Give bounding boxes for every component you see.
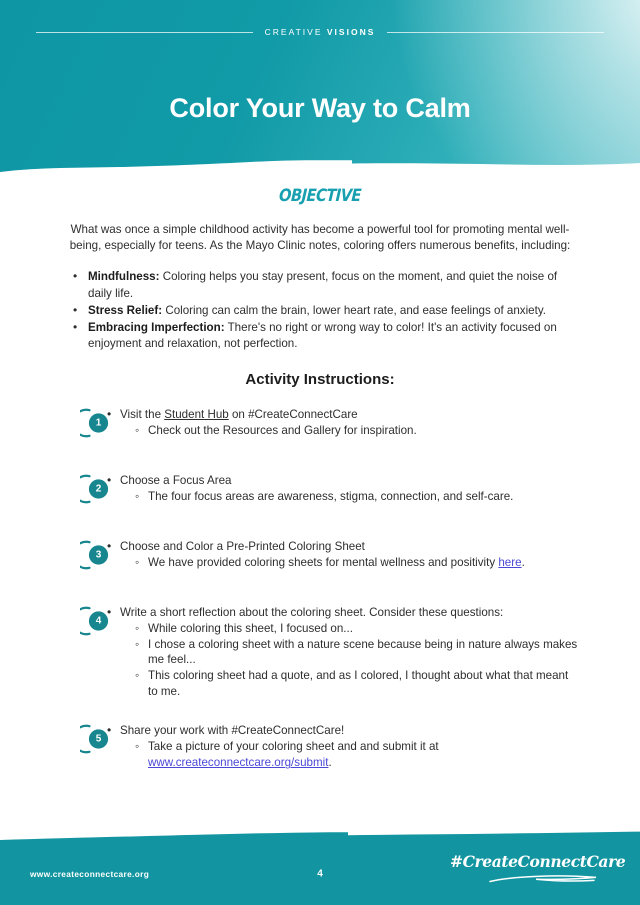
activity-steps-list	[62, 406, 578, 772]
page-footer	[0, 843, 640, 905]
eyebrow-rule-right	[387, 32, 604, 33]
step-sub-item: ◦ While coloring this sheet, I focused on...	[148, 621, 578, 637]
page-header	[0, 0, 640, 180]
eyebrow-word-bold: VISIONS	[326, 27, 376, 37]
benefit-text: There's no right or wrong way to color! It's an activity focused on enjoyment and relaxation, not perfection.	[88, 321, 557, 351]
footer-brand-logo	[450, 852, 626, 894]
step-number-text: 2	[95, 483, 102, 495]
step-sublist	[120, 489, 578, 505]
benefit-item	[86, 303, 578, 319]
step-sublist	[120, 555, 578, 571]
step-main-text	[120, 407, 578, 423]
step-number-text: 3	[95, 549, 102, 561]
footer-logo-swoosh-icon	[450, 873, 618, 885]
activity-step	[62, 538, 578, 582]
student-hub-link[interactable]: Student Hub	[164, 407, 229, 421]
step-body	[120, 604, 578, 701]
benefit-term: Mindfulness:	[88, 270, 160, 284]
step-sub-item: ◦ The four focus areas are awareness, stigma, connection, and self-care.	[148, 489, 578, 505]
activity-step	[62, 472, 578, 516]
step-body	[120, 472, 578, 505]
step-sub-item: ◦ This coloring sheet had a quote, and as I colored, I thought about what that meant to me.	[148, 668, 578, 700]
benefit-term: Embracing Imperfection:	[88, 321, 225, 335]
sub-text-post: .	[328, 756, 332, 770]
step-body	[120, 406, 578, 439]
benefit-text: Coloring can calm the brain, lower heart rate, and ease feelings of anxiety.	[162, 303, 546, 317]
sub-text-post: .	[521, 555, 525, 569]
eyebrow-rule-left	[36, 32, 253, 33]
footer-website-url[interactable]: www.createconnectcare.org	[30, 869, 150, 879]
step-sub-item: ◦ Check out the Resources and Gallery for inspiration.	[148, 423, 578, 439]
step-body	[120, 722, 578, 771]
step-sublist	[120, 621, 578, 701]
benefit-item	[86, 269, 578, 301]
activity-step	[62, 604, 578, 701]
step-number-text: 5	[95, 733, 102, 745]
footer-logo-text: #CreateConnectCare	[450, 852, 626, 871]
step-text-pre: Visit the	[120, 407, 165, 421]
step-body	[120, 538, 578, 571]
step-sub-item	[148, 555, 578, 571]
brand-eyebrow-text	[265, 27, 376, 37]
step-main-text: • Choose a Focus Area	[120, 473, 578, 489]
footer-page-number: 4	[317, 868, 323, 880]
step-sublist	[120, 423, 578, 439]
step-main-text: • Share your work with #CreateConnectCare!	[120, 723, 578, 739]
step-number-text: 4	[95, 615, 102, 627]
step-main-text: • Choose and Color a Pre-Printed Coloring Sheet	[120, 539, 578, 555]
footer-content	[0, 843, 640, 905]
benefit-item	[86, 320, 578, 352]
page-title: Color Your Way to Calm	[169, 93, 471, 123]
page-content	[0, 180, 640, 793]
step-main-text: • Write a short reflection about the coloring sheet. Consider these questions:	[120, 605, 578, 621]
eyebrow-word-light: CREATIVE	[264, 27, 323, 37]
step-sub-item	[148, 739, 578, 771]
coloring-sheets-here-link[interactable]: here	[498, 555, 522, 569]
activity-step	[62, 406, 578, 450]
sub-text-pre: We have provided coloring sheets for mental wellness and positivity	[148, 555, 499, 569]
benefit-term: Stress Relief:	[88, 303, 163, 317]
submit-url-link[interactable]: www.createconnectcare.org/submit	[148, 756, 329, 770]
activity-instructions-heading: Activity Instructions:	[245, 370, 395, 388]
step-text-post: on #CreateConnectCare	[228, 407, 358, 421]
step-sub-item: ◦ I chose a coloring sheet with a nature scene because being in nature always makes me feel...	[148, 637, 578, 669]
step-number-text: 1	[95, 417, 102, 429]
benefits-list	[62, 269, 578, 352]
benefit-text: Coloring helps you stay present, focus on the moment, and quiet the noise of daily life.	[88, 270, 558, 300]
activity-step	[62, 722, 578, 771]
sub-text-pre: Take a picture of your coloring sheet and and submit it at	[148, 740, 439, 754]
objective-intro-paragraph: What was once a simple childhood activity has become a powerful tool for promoting mental well-being, especially for teens. As the Mayo Clinic notes, coloring offers numerous benefits, including:	[69, 223, 571, 253]
step-sublist	[120, 739, 578, 771]
objective-heading: OBJECTIVE	[278, 186, 362, 206]
header-eyebrow	[0, 27, 640, 37]
header-wave-divider	[0, 147, 640, 180]
